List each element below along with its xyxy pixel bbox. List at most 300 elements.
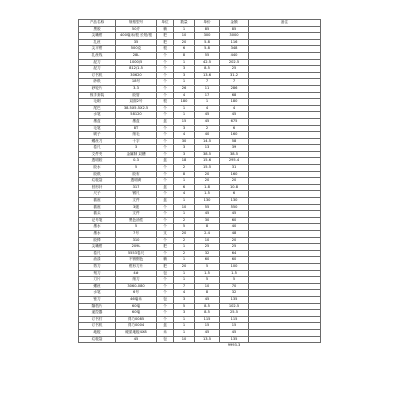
cell-price: 45: [195, 296, 220, 303]
cell-remark: [249, 277, 321, 284]
cell-spec: 812/1.5: [116, 66, 157, 73]
cell-spec: 胶布: [116, 171, 157, 178]
table-row: [79, 310, 321, 317]
cell-unit: 个: [157, 290, 174, 297]
table-row: [79, 231, 321, 238]
cell-remark: [249, 329, 321, 336]
cell-remark: [249, 158, 321, 165]
cell-name: 回形针: [79, 184, 116, 191]
cell-amount: 130: [220, 198, 249, 205]
cell-qty: 20: [174, 39, 195, 46]
cell-spec: 1000/5: [116, 59, 157, 66]
cell-qty: 26: [174, 85, 195, 92]
cell-price: 17: [195, 92, 220, 99]
cell-unit: 包: [157, 296, 174, 303]
cell-price: 42.5: [195, 59, 220, 66]
cell-name: 墨水: [79, 231, 116, 238]
cell-spec: 文件: [116, 211, 157, 218]
cell-spec: 金属制 双槽: [116, 151, 157, 158]
cell-amount: 160: [220, 171, 249, 178]
cell-spec: 透明黄: [116, 178, 157, 185]
cell-spec: 4#: [116, 270, 157, 277]
cell-price: 45: [195, 211, 220, 218]
cell-name: 地板: [79, 329, 116, 336]
cell-name: 遥控器: [79, 310, 116, 317]
cell-unit: 把: [157, 244, 174, 251]
cell-unit: 个: [157, 277, 174, 284]
cell-name: 胶棒: [79, 237, 116, 244]
cell-unit: 个: [157, 316, 174, 323]
cell-amount: 38.5: [220, 151, 249, 158]
cell-amount: 60: [220, 217, 249, 224]
cell-amount: 348: [220, 46, 249, 53]
cell-name: 垃圾袋: [79, 178, 116, 185]
cell-remark: [249, 178, 321, 185]
total-spacer: [157, 343, 174, 349]
table-row: [79, 303, 321, 310]
cell-spec: 45: [116, 336, 157, 343]
cell-name: 刀片: [79, 277, 116, 284]
cell-spec: 58120: [116, 112, 157, 119]
cell-price: 45: [195, 329, 220, 336]
cell-name: 订书机: [79, 72, 116, 79]
cell-remark: [249, 217, 321, 224]
cell-spec: 18号: [116, 79, 157, 86]
table-row: [79, 237, 321, 244]
cell-unit: 支: [157, 231, 174, 238]
table-row: [79, 151, 321, 158]
table-row: [79, 92, 321, 99]
cell-amount: 25: [220, 244, 249, 251]
cell-remark: [249, 263, 321, 270]
cell-name: 垃圾袋: [79, 336, 116, 343]
header-remark: 备注: [249, 20, 321, 27]
cell-qty: 180: [174, 99, 195, 106]
cell-remark: [249, 85, 321, 92]
cell-unit: 根: [157, 46, 174, 53]
cell-qty: 18: [174, 158, 195, 165]
cell-remark: [249, 270, 321, 277]
cell-spec: 46毫米: [116, 296, 157, 303]
cell-qty: 3: [174, 125, 195, 132]
cell-spec: 5553卷尺: [116, 250, 157, 257]
table-row: [79, 191, 321, 198]
cell-remark: [249, 310, 321, 317]
cell-remark: [249, 151, 321, 158]
cell-unit: 个: [157, 52, 174, 59]
cell-spec: 不锈钢色: [116, 257, 157, 264]
cell-price: 5.8: [195, 46, 220, 53]
cell-amount: 102.5: [220, 303, 249, 310]
cell-spec: 胶管: [116, 92, 157, 99]
cell-price: 10: [195, 237, 220, 244]
cell-remark: [249, 125, 321, 132]
cell-amount: 7: [220, 79, 249, 86]
cell-name: 尖平钳: [79, 46, 116, 53]
cell-spec: 钳形刀片: [116, 263, 157, 270]
cell-amount: 4: [220, 105, 249, 112]
header-amount: 金额: [220, 20, 249, 27]
cell-spec: 文件: [116, 198, 157, 205]
cell-price: 300: [195, 33, 220, 40]
cell-amount: 68: [220, 92, 249, 99]
cell-unit: 盒: [157, 118, 174, 125]
cell-name: 透明胶: [79, 158, 116, 165]
cell-unit: 个: [157, 224, 174, 231]
table-row: [79, 270, 321, 277]
cell-remark: [249, 66, 321, 73]
cell-amount: 45: [220, 329, 249, 336]
cell-price: 1.8: [195, 184, 220, 191]
cell-name: 砂纸: [79, 79, 116, 86]
cell-remark: [249, 237, 321, 244]
cell-name: 墨盒: [79, 118, 116, 125]
table-row: [79, 211, 321, 218]
table-row: [79, 46, 321, 53]
cell-name: 扳手套装: [79, 92, 116, 99]
table-row: [79, 257, 321, 264]
cell-remark: [249, 316, 321, 323]
cell-amount: 6: [220, 191, 249, 198]
cell-unit: 米: [157, 329, 174, 336]
cell-unit: 个: [157, 211, 174, 218]
cell-remark: [249, 79, 321, 86]
cell-spec: 28L: [116, 52, 157, 59]
cell-spec: 8T: [116, 125, 157, 132]
total-row: [79, 343, 321, 349]
cell-qty: 8: [174, 52, 195, 59]
cell-unit: 个: [157, 132, 174, 139]
cell-remark: [249, 211, 321, 218]
cell-remark: [249, 184, 321, 191]
header-unit: 单位: [157, 20, 174, 27]
cell-name: 插座: [79, 198, 116, 205]
cell-amount: 48: [220, 231, 249, 238]
table-row: [79, 263, 321, 270]
cell-spec: 30620: [116, 72, 157, 79]
table-row: [79, 132, 321, 139]
cell-qty: 2: [174, 165, 195, 172]
cell-amount: 135: [220, 336, 249, 343]
cell-price: 45: [195, 118, 220, 125]
cell-spec: 310: [116, 237, 157, 244]
cell-qty: 3: [174, 151, 195, 158]
table-row: [79, 178, 321, 185]
cell-qty: 7: [174, 283, 195, 290]
cell-unit: 个: [157, 204, 174, 211]
cell-amount: 15: [220, 323, 249, 330]
cell-name: 尖嘴钳: [79, 33, 116, 40]
table-row: [79, 138, 321, 145]
header-name: 产品名称: [79, 20, 116, 27]
cell-price: 5.8: [195, 39, 220, 46]
header-qty: 数量: [174, 20, 195, 27]
cell-spec: 硬质地板4X8: [116, 329, 157, 336]
cell-unit: 个: [157, 310, 174, 317]
table-row: [79, 296, 321, 303]
cell-name: 刻刀: [79, 270, 116, 277]
table-row: [79, 244, 321, 251]
cell-spec: 得力0085: [116, 316, 157, 323]
cell-qty: 3: [174, 72, 195, 79]
cell-unit: 个: [157, 92, 174, 99]
table-row: [79, 59, 321, 66]
cell-qty: 10: [174, 33, 195, 40]
cell-unit: 个: [157, 125, 174, 132]
table-row: [79, 33, 321, 40]
cell-price: 8: [195, 224, 220, 231]
cell-spec: 得力0004: [116, 323, 157, 330]
cell-remark: [249, 46, 321, 53]
cell-spec: 3060-080: [116, 283, 157, 290]
cell-price: 15.5: [195, 165, 220, 172]
cell-remark: [249, 26, 321, 33]
cell-spec: 0.3: [116, 158, 157, 165]
cell-name: 水笔: [79, 290, 116, 297]
cell-price: 15: [195, 323, 220, 330]
cell-price: 60: [195, 257, 220, 264]
cell-price: 2.4: [195, 231, 220, 238]
cell-spec: 60毫: [116, 310, 157, 317]
cell-spec: 500克: [116, 46, 157, 53]
cell-qty: 1: [174, 211, 195, 218]
cell-qty: 1: [174, 316, 195, 323]
cell-spec: 3级: [116, 204, 157, 211]
cell-unit: 桶: [157, 26, 174, 33]
cell-price: 55: [195, 204, 220, 211]
cell-price: 11: [195, 85, 220, 92]
cell-amount: 116: [220, 39, 249, 46]
table-row: [79, 52, 321, 59]
cell-price: 5: [195, 263, 220, 270]
cell-remark: [249, 72, 321, 79]
cell-qty: 6: [174, 184, 195, 191]
cell-name: 卷尺: [79, 250, 116, 257]
cell-spec: 3: [116, 145, 157, 152]
table-row: [79, 323, 321, 330]
cell-name: 胶水: [79, 165, 116, 172]
cell-remark: [249, 290, 321, 297]
cell-spec: 50斤: [116, 26, 157, 33]
table-row: [79, 145, 321, 152]
table-row: [79, 66, 321, 73]
cell-unit: 个: [157, 66, 174, 73]
cell-remark: [249, 138, 321, 145]
table-row: [79, 224, 321, 231]
cell-remark: [249, 39, 321, 46]
cell-name: 订书钉: [79, 316, 116, 323]
cell-amount: 32: [220, 290, 249, 297]
cell-qty: 2: [174, 250, 195, 257]
cell-name: 泥刀: [79, 66, 116, 73]
cell-price: 45: [195, 112, 220, 119]
cell-unit: 个: [157, 79, 174, 86]
cell-unit: 个: [157, 217, 174, 224]
cell-price: 1.5: [195, 191, 220, 198]
table-row: [79, 217, 321, 224]
cell-qty: 10: [174, 336, 195, 343]
cell-unit: 个: [157, 145, 174, 152]
cell-unit: 个: [157, 191, 174, 198]
cell-price: 32: [195, 250, 220, 257]
cell-name: 隔档片: [79, 303, 116, 310]
cell-unit: 个: [157, 105, 174, 112]
cell-qty: 1: [174, 244, 195, 251]
cell-unit: 个: [157, 72, 174, 79]
cell-qty: 1: [174, 105, 195, 112]
cell-spec: 钢尺: [116, 191, 157, 198]
cell-name: 油漆: [79, 257, 116, 264]
table-row: [79, 250, 321, 257]
cell-amount: 45: [220, 211, 249, 218]
table-row: [79, 198, 321, 205]
cell-price: 10: [195, 283, 220, 290]
total-amount: 9993.3: [227, 343, 241, 348]
cell-amount: 25.5: [220, 310, 249, 317]
cell-remark: [249, 224, 321, 231]
cell-remark: [249, 283, 321, 290]
cell-spec: 细刀: [116, 277, 157, 284]
cell-unit: 盒: [157, 184, 174, 191]
cell-name: 螺丝: [79, 283, 116, 290]
cell-price: 8.5: [195, 303, 220, 310]
cell-remark: [249, 303, 321, 310]
table-row: [79, 204, 321, 211]
cell-spec: 6号: [116, 290, 157, 297]
cell-remark: [249, 33, 321, 40]
cell-unit: 个: [157, 59, 174, 66]
cell-name: 扎丝: [79, 39, 116, 46]
cell-name: 记号笔: [79, 217, 116, 224]
cell-price: 40: [195, 132, 220, 139]
cell-amount: 550: [220, 204, 249, 211]
cell-amount: 20: [220, 237, 249, 244]
cell-amount: 60: [220, 257, 249, 264]
cell-price: 20: [195, 171, 220, 178]
cell-unit: 个: [157, 138, 174, 145]
cell-remark: [249, 105, 321, 112]
inventory-table: [78, 19, 321, 349]
cell-qty: 20: [174, 231, 195, 238]
table-row: [79, 158, 321, 165]
cell-price: 4: [195, 105, 220, 112]
cell-amount: 115: [220, 316, 249, 323]
table-row: [79, 283, 321, 290]
cell-amount: 202.5: [220, 59, 249, 66]
cell-unit: 个: [157, 303, 174, 310]
cell-name: 剪刀: [79, 263, 116, 270]
cell-name: 毛刷: [79, 99, 116, 106]
header-row: [79, 20, 321, 27]
cell-price: 38.5: [195, 151, 220, 158]
cell-amount: 180: [220, 99, 249, 106]
cell-qty: 1: [174, 270, 195, 277]
cell-price: 115: [195, 316, 220, 323]
table-row: [79, 105, 321, 112]
cell-price: 1.5: [195, 270, 220, 277]
cell-name: 文件夹: [79, 151, 116, 158]
cell-amount: 40: [220, 224, 249, 231]
cell-spec: 黑色油性: [116, 217, 157, 224]
cell-price: 5: [195, 277, 220, 284]
cell-remark: [249, 231, 321, 238]
cell-unit: 个: [157, 85, 174, 92]
cell-unit: 把: [157, 39, 174, 46]
cell-spec: 3.3: [116, 85, 157, 92]
cell-remark: [249, 145, 321, 152]
cell-name: 插头: [79, 211, 116, 218]
table-row: [79, 171, 321, 178]
cell-amount: 39: [220, 145, 249, 152]
cell-price: 13: [195, 145, 220, 152]
cell-unit: 包: [157, 270, 174, 277]
table-row: [79, 184, 321, 191]
cell-name: 卷尺: [79, 145, 116, 152]
cell-remark: [249, 132, 321, 139]
cell-amount: 295.4: [220, 158, 249, 165]
cell-name: 锉刀: [79, 296, 116, 303]
total-spacer: [249, 343, 321, 349]
cell-name: 砂轮片: [79, 85, 116, 92]
cell-unit: 个: [157, 151, 174, 158]
cell-amount: 10.8: [220, 184, 249, 191]
cell-qty: 1: [174, 79, 195, 86]
cell-amount: 31.2: [220, 72, 249, 79]
cell-remark: [249, 323, 321, 330]
table-row: [79, 85, 321, 92]
cell-amount: 160: [220, 132, 249, 139]
cell-spec: 35: [116, 39, 157, 46]
cell-amount: 135: [220, 296, 249, 303]
table-row: [79, 39, 321, 46]
cell-unit: 个: [157, 112, 174, 119]
cell-remark: [249, 257, 321, 264]
cell-remark: [249, 204, 321, 211]
cell-spec: 400毫米/根 长短/根: [116, 33, 157, 40]
cell-name: 螺丝刀: [79, 138, 116, 145]
cell-price: 1: [195, 99, 220, 106]
cell-spec: 38.5X5.5X2.5: [116, 105, 157, 112]
cell-price: 55: [195, 52, 220, 59]
cell-qty: 8: [174, 171, 195, 178]
header-spec: 规格型号: [116, 20, 157, 27]
cell-name: 黑胶: [79, 26, 116, 33]
cell-amount: 58: [220, 138, 249, 145]
cell-qty: 1: [174, 178, 195, 185]
table-row: [79, 329, 321, 336]
cell-amount: 3000: [220, 33, 249, 40]
cell-remark: [249, 296, 321, 303]
table-row: [79, 99, 321, 106]
cell-qty: 1: [174, 59, 195, 66]
cell-qty: 3: [174, 66, 195, 73]
cell-amount: 6: [220, 125, 249, 132]
cell-name: 刷子: [79, 132, 116, 139]
cell-price: 30: [195, 217, 220, 224]
table-row: [79, 125, 321, 132]
cell-remark: [249, 250, 321, 257]
cell-price: 20: [195, 178, 220, 185]
total-spacer: [174, 343, 195, 349]
cell-unit: 个: [157, 165, 174, 172]
cell-price: 7: [195, 79, 220, 86]
cell-spec: 5: [116, 224, 157, 231]
cell-price: 13.6: [195, 72, 220, 79]
cell-spec: 7号: [116, 231, 157, 238]
cell-qty: 1: [174, 198, 195, 205]
cell-qty: 3: [174, 145, 195, 152]
cell-qty: 1: [174, 112, 195, 119]
